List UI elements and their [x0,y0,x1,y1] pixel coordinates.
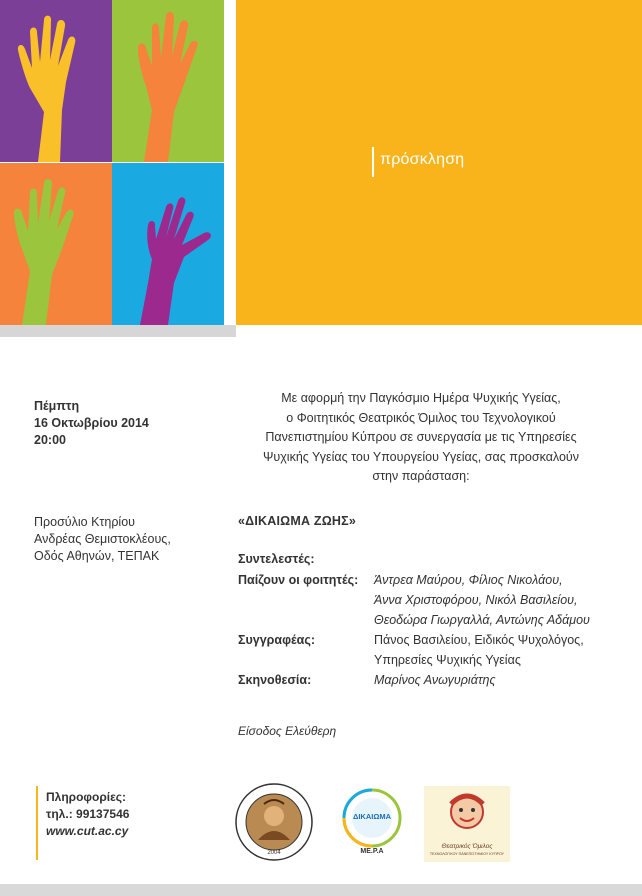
mera-logo [339,786,405,862]
venue-line-2: Ανδρέας Θεμιστοκλέους, [34,532,171,546]
magenta-hand-icon [140,197,211,325]
tile-blue-hand [112,163,224,325]
actors-line: Άννα Χριστοφόρου, Νικόλ Βασιλείου, [374,593,578,607]
actors-line: Άντρεα Μαύρου, Φίλιος Νικολάου, [374,573,563,587]
writer-label: Συγγραφέας: [238,633,316,647]
orange-hand-icon [138,12,198,162]
director-name: Μαρίνος Ανωγυριάτης [374,673,496,687]
theatre-club-logo [424,786,510,862]
writer-line: Υπηρεσίες Ψυχικής Υγείας [374,653,521,667]
theatre-club-name: Θεατρικός Όμιλος [441,843,493,850]
event-date: 16 Οκτωβρίου 2014 [34,416,149,430]
info-website[interactable]: www.cut.ac.cy [46,824,129,838]
banner-accent-bar [372,147,374,177]
info-block [46,789,129,840]
intro-line: Πανεπιστημίου Κύπρου σε συνεργασία με τις Υπηρεσίες [265,430,577,444]
theatre-club-sub: ΤΕΧΝΟΛΟΓΙΚΟΥ ΠΑΝΕΠΙΣΤΗΜΙΟΥ ΚΥΠΡΟΥ [429,852,505,856]
event-datetime [34,398,149,449]
green-hand-icon [14,179,74,325]
invitation-intro [236,389,606,487]
intro-line: Ψυχικής Υγείας του Υπουργείου Υγείας, σας προσκαλούν [262,449,580,464]
venue-line-3: Οδός Αθηνών, ΤΕΠΑΚ [34,549,160,563]
event-time: 20:00 [34,433,66,447]
tiles-shadow [0,325,236,337]
yellow-hand-icon [18,16,75,162]
actors-label: Παίζουν οι φοιτητές: [238,573,359,587]
cut-seal-year: 2004 [267,850,281,856]
play-title: «ΔΙΚΑΙΩΜΑ ΖΩΗΣ» [238,514,357,528]
intro-line: στην παράσταση: [372,469,470,483]
mera-subtitle: ΜΕ.Ρ.Α [360,848,384,855]
footer-band [0,884,642,896]
intro-line: Με αφορμή την Παγκόσμιο Ημέρα Ψυχικής Υγείας, [281,391,561,405]
cut-seal-logo [234,782,314,862]
info-label: Πληροφορίες: [46,790,127,804]
director-label: Σκηνοθεσία: [238,673,312,687]
tile-orange-hand [0,163,112,325]
event-day: Πέμπτη [34,399,80,413]
mera-title: ΔΙΚΑΙΩΜΑ [352,812,392,821]
tile-purple-hand [0,0,112,162]
actors-line: Θεοδώρα Γιωργαλλά, Αντώνης Αδάμου [374,613,590,627]
venue-line-1: Προσύλιο Κτηρίου [34,515,135,529]
writer-line: Πάνος Βασιλείου, Ειδικός Ψυχολόγος, [374,633,584,647]
tile-green-hand [112,0,224,162]
credits-heading: Συντελεστές: [238,552,315,566]
free-entry-note: Είσοδος Ελεύθερη [238,724,337,738]
event-venue [34,514,171,565]
invitation-label: πρόσκληση [380,151,465,168]
intro-line: ο Φοιτητικός Θεατρικός Όμιλος του Τεχνολογικού [286,410,556,425]
info-accent-bar [36,786,38,860]
info-phone: τηλ.: 99137546 [46,807,130,821]
